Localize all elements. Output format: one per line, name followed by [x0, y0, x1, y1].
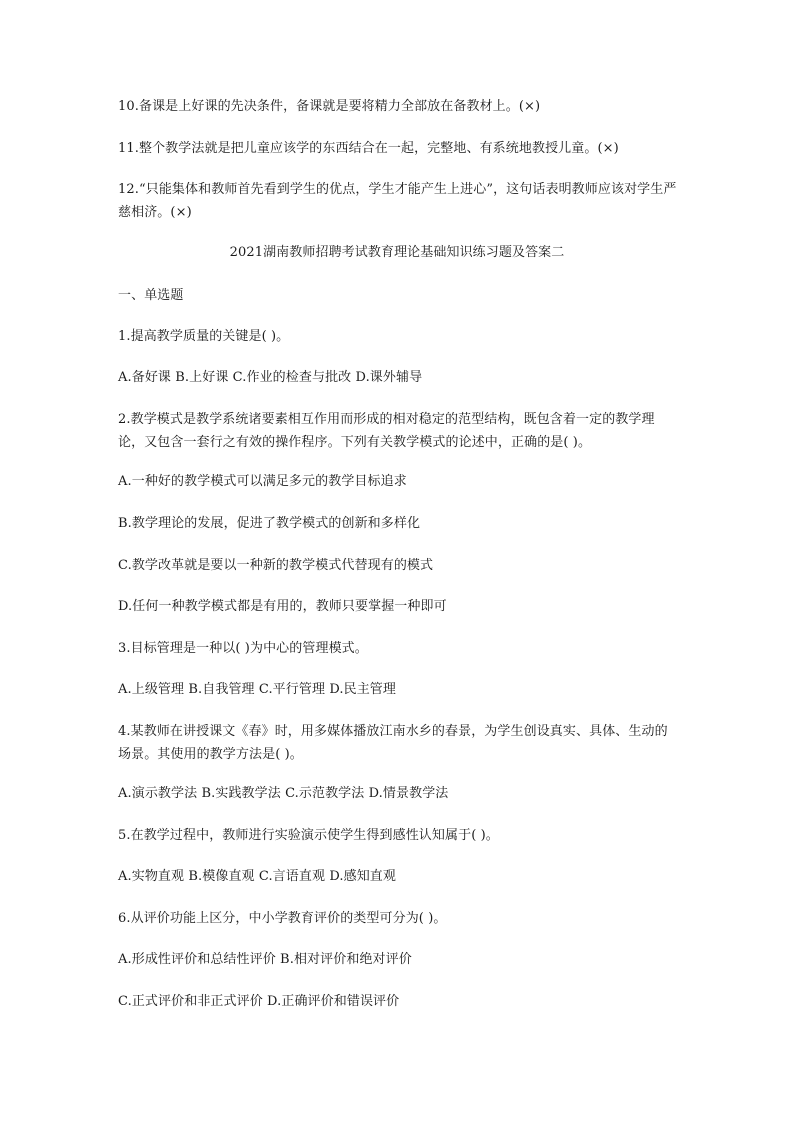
question-3-stem: 3.目标管理是一种以( )为中心的管理模式。 [118, 641, 368, 656]
question-5-stem: 5.在教学过程中，教师进行实验演示使学生得到感性认知属于( )。 [118, 828, 499, 843]
section-title: 2021湖南教师招聘考试教育理论基础知识练习题及答案二 [229, 245, 565, 260]
question-2-option-b: B.教学理论的发展，促进了教学模式的创新和多样化 [118, 516, 421, 531]
question-2-stem: 2.教学模式是教学系统诸要素相互作用而形成的相对稳定的范型结构，既包含着一定的教学理论，又包含一套行之有效的操作程序。下列有关教学模式的论述中，正确的是( )。 [118, 412, 655, 450]
question-5-options: A.实物直观 B.模像直观 C.言语直观 D.感知直观 [118, 869, 397, 884]
question-6-options-cd: C.正式评价和非正式评价 D.正确评价和错误评价 [118, 994, 400, 1009]
question-1-stem: 1.提高教学质量的关键是( )。 [118, 329, 290, 344]
question-6-stem: 6.从评价功能上区分，中小学教育评价的类型可分为( )。 [118, 911, 447, 926]
question-2-option-d: D.任何一种教学模式都是有用的，教师只要掌握一种即可 [118, 599, 447, 614]
true-false-item-12: 12.“只能集体和教师首先看到学生的优点，学生才能产生上进心”，这句话表明教师应该对学生严慈相济。(×) [118, 182, 677, 220]
question-4-options: A.演示教学法 B.实践教学法 C.示范教学法 D.情景教学法 [118, 786, 449, 801]
true-false-item-11: 11.整个教学法就是把儿童应该学的东西结合在一起，完整地、有系统地教授儿童。(×) [118, 141, 619, 156]
question-2-option-c: C.教学改革就是要以一种新的教学模式代替现有的模式 [118, 558, 434, 573]
question-4-stem: 4.某教师在讲授课文《春》时，用多媒体播放江南水乡的春景，为学生创设真实、具体、生动的场景。其使用的教学方法是( )。 [118, 724, 668, 762]
question-2-option-a: A.一种好的教学模式可以满足多元的教学目标追求 [118, 474, 407, 489]
question-6-options-ab: A.形成性评价和总结性评价 B.相对评价和绝对评价 [118, 952, 412, 967]
question-3-options: A.上级管理 B.自我管理 C.平行管理 D.民主管理 [118, 682, 397, 697]
true-false-item-10: 10.备课是上好课的先决条件，备课就是要将精力全部放在备教材上。(×) [118, 99, 541, 114]
part-title: 一、单选题 [118, 288, 184, 303]
question-1-options: A.备好课 B.上好课 C.作业的检查与批改 D.课外辅导 [118, 370, 423, 385]
